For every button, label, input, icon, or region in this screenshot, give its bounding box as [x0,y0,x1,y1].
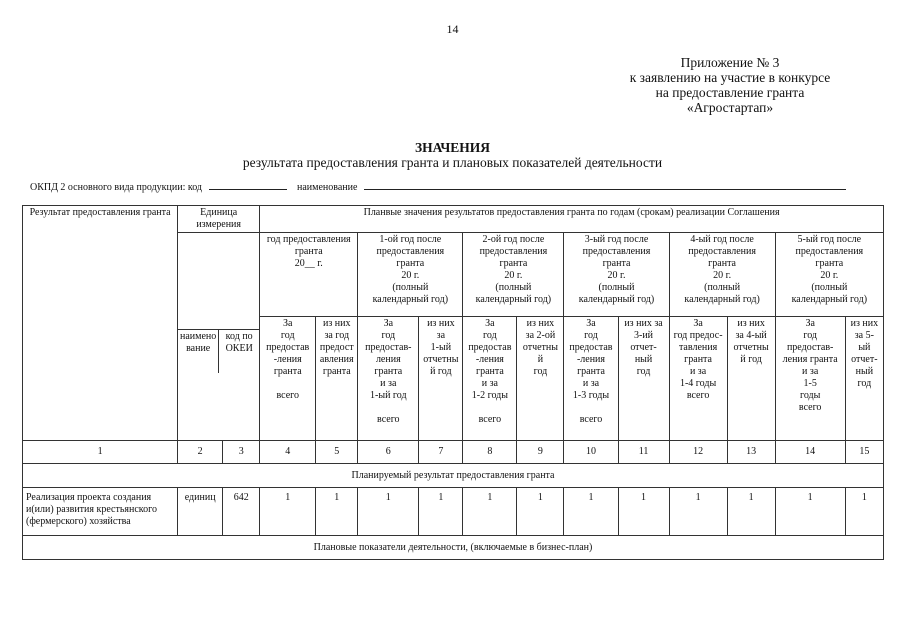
okpd-name-field[interactable] [364,180,846,190]
period-year-2: 2-ой год после предоставления гранта 20 г. (полный календарный год) [463,233,564,317]
subcol-of-which-0: из них за год предост авления гранта [316,317,358,441]
col-number: 14 [775,441,845,464]
col-number: 8 [463,441,517,464]
okpd-line [30,180,846,193]
okpd-code-label: ОКПД 2 основного вида продукции: код [30,182,202,193]
row-value: 1 [463,488,517,536]
col-number: 15 [845,441,883,464]
col-number: 10 [564,441,618,464]
document-title: ЗНАЧЕНИЯ [415,140,490,155]
values-table [22,205,884,560]
row-value: 1 [316,488,358,536]
col-number: 6 [358,441,419,464]
subcol-of-which-1: из них за 1-ый отчетны й год [419,317,463,441]
header-unit: Единица измерения [178,206,260,233]
row-value: 1 [564,488,618,536]
row-value: 1 [727,488,775,536]
unit-subheader-cell [178,233,260,441]
section-planned-indicators: Плановые показатели деятельности, (включаемые в бизнес-план) [23,536,884,560]
col-number: 11 [618,441,669,464]
period-year-1: 1-ой год после предоставления гранта 20 г. (полный календарный год) [358,233,463,317]
row-value: 1 [419,488,463,536]
row-value: 1 [669,488,727,536]
row-unit-name: единиц [178,488,223,536]
col-number: 9 [517,441,564,464]
period-year-3: 3-ый год после предоставления гранта 20 г. (полный календарный год) [564,233,669,317]
subcol-total-2: За год предостав -ления гранта и за 1-2 годы всего [463,317,517,441]
row-unit-code: 642 [223,488,260,536]
col-number: 5 [316,441,358,464]
subcol-total-3: За год предостав -ления гранта и за 1-3 годы всего [564,317,618,441]
subcol-total-1: За год предостав- ления гранта и за 1-ый год всего [358,317,419,441]
col-number: 1 [23,441,178,464]
col-number: 2 [178,441,223,464]
col-number: 12 [669,441,727,464]
subcol-of-which-3: из них за 3-ий отчет- ный год [618,317,669,441]
row-value: 1 [845,488,883,536]
appendix-line-1: Приложение № 3 [680,55,780,70]
header-result: Результат предоставления гранта [23,206,178,441]
header-unit-name: наимено вание [178,329,219,373]
period-year-4: 4-ый год после предоставления гранта 20 г. (полный календарный год) [669,233,775,317]
row-value: 1 [618,488,669,536]
row-value: 1 [517,488,564,536]
col-number: 13 [727,441,775,464]
col-number: 7 [419,441,463,464]
subcol-total-5: За год предостав- ления гранта и за 1-5 годы всего [775,317,845,441]
subcol-total-4: За год предос- тавления гранта и за 1-4 годы всего [669,317,727,441]
subcol-total-0: За год предостав -ления гранта всего [260,317,316,441]
appendix-block [560,55,900,115]
subcol-of-which-5: из них за 5- ый отчет- ный год [845,317,883,441]
row-result-name: Реализация проекта создания и(или) развития крестьянского (фермерского) хозяйства [23,488,178,536]
page-number: 14 [446,22,459,36]
header-planned-values: Планвые значения результатов предоставления гранта по годам (срокам) реализации Соглашения [260,206,884,233]
subcol-of-which-2: из них за 2-ой отчетны й год [517,317,564,441]
subcol-of-which-4: из них за 4-ый отчетны й год [727,317,775,441]
document-subtitle: результата предоставления гранта и плановых показателей деятельности [242,155,663,170]
appendix-line-4: «Агростартап» [686,100,774,115]
okpd-code-field[interactable] [209,180,287,190]
col-number: 4 [260,441,316,464]
period-year-5: 5-ый год после предоставления гранта 20 г. (полный календарный год) [775,233,883,317]
row-value: 1 [775,488,845,536]
col-number: 3 [223,441,260,464]
section-planned-result: Планируемый результат предоставления гранта [23,464,884,488]
okpd-name-label: наименование [297,182,358,193]
row-value: 1 [358,488,419,536]
appendix-line-2: к заявлению на участие в конкурсе [629,70,831,85]
row-value: 1 [260,488,316,536]
header-unit-code: код по ОКЕИ [225,330,253,354]
period-year-0: год предоставления гранта 20__ г. [260,233,358,317]
appendix-line-3: на предоставление гранта [655,85,805,100]
